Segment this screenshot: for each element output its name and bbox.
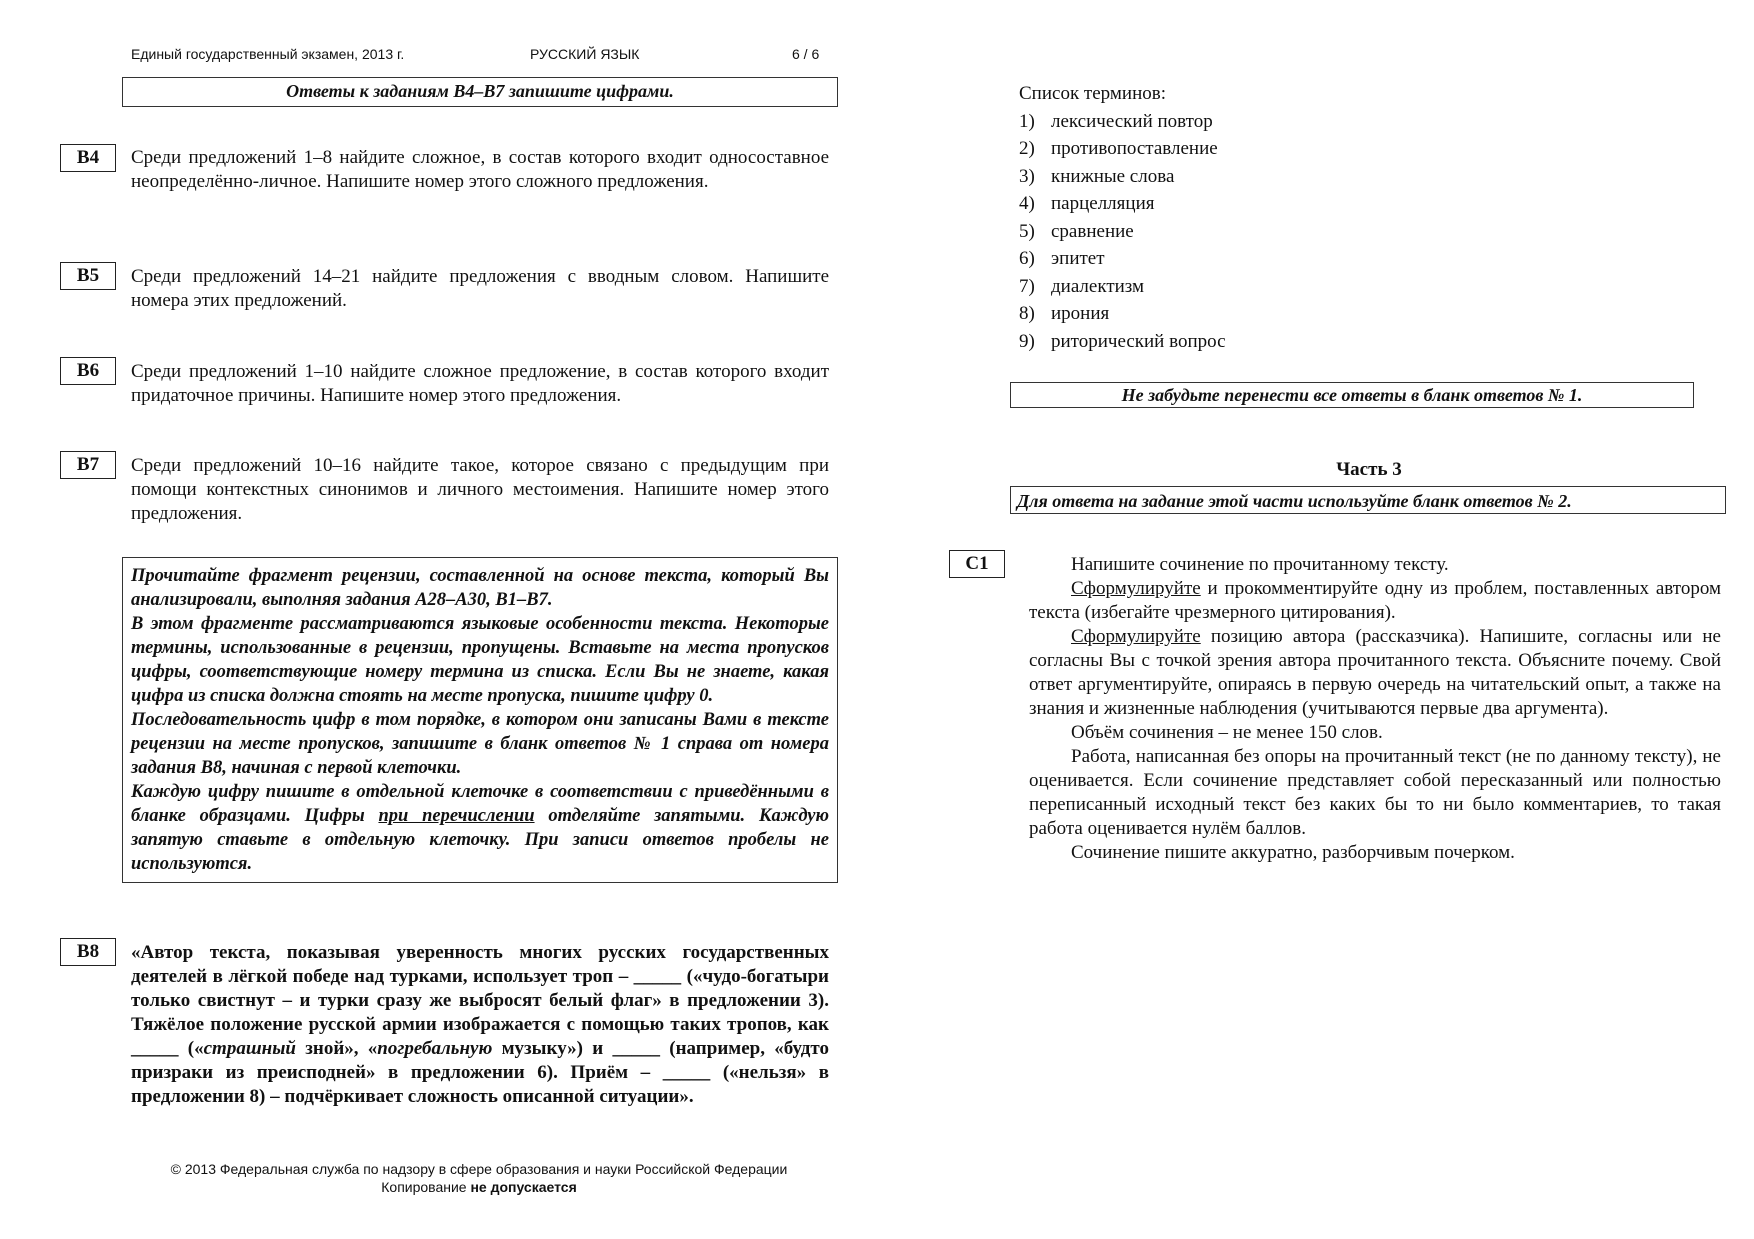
list-item: 7) диалектизм: [1019, 275, 1145, 297]
instructions-box: [122, 557, 838, 883]
task-text-b5: Среди предложений 14–21 найдите предложения с вводным словом. Напишите номера этих предложений.: [131, 266, 829, 311]
task-label-b4: В4: [60, 144, 116, 172]
instructions-paragraph-3: Последовательность цифр в том порядке, в котором они записаны Вами в тексте рецензии на месте пропусков, запишите в бланк ответов № 1 справа от номера задания В8, начиная с первой клеточки.: [131, 710, 829, 778]
instructions-paragraph-2: В этом фрагменте рассматриваются языковые особенности текста. Некоторые термины, использованные в рецензии, пропущены. Вставьте на места пропусков цифры, соответствующие номеру термина из списка. Если Вы не знаете, какая цифра из списка должна стоять на месте пропуска, пишите цифру 0.: [131, 614, 829, 706]
task-label-b5: В5: [60, 262, 116, 290]
task-label-b8: В8: [60, 938, 116, 966]
answer-format-note: Ответы к заданиям В4–В7 запишите цифрами.: [122, 77, 838, 107]
header-subject: РУССКИЙ ЯЗЫК: [530, 46, 640, 62]
header-page-number: 6 / 6: [792, 46, 820, 62]
list-item: 6) эпитет: [1019, 248, 1105, 269]
task-label-b6: В6: [60, 357, 116, 385]
task-text-b7: Среди предложений 10–16 найдите такое, которое связано с предыдущим при помощи контекстных синонимов и личного местоимения. Напишите номер этого предложения.: [131, 455, 829, 524]
instructions-paragraph-1: Прочитайте фрагмент рецензии, составленной на основе текста, который Вы анализировали, выполняя задания А28–А30, В1–В7.: [131, 566, 829, 610]
list-item: 1) лексический повтор: [1019, 110, 1213, 132]
task-text-b4: Среди предложений 1–8 найдите сложное, в состав которого входит односоставное неопределённо-личное. Напишите номер этого сложного предложения.: [131, 147, 829, 192]
list-item: 2) противопоставление: [1019, 138, 1218, 159]
header-exam-title: Единый государственный экзамен, 2013 г.: [131, 46, 405, 62]
task-text-b8: «Автор текста, показывая уверенность многих русских государственных деятелей в лёгкой победе над турками, использует троп – _____ («чудо-богатыри только свистнут – и турки сразу же выбросят белый флаг» в предложении 3). Тяжёлое положение русской армии изображается с помощью таких тропов, как _____ («страшный зной», «погребальную музыку») и _____ (например, «будто призраки из преисподней» в предложении 6). Приём – _____ («нельзя» в предложении 8) – подчёркивает сложность описанной ситуации».: [131, 942, 830, 1107]
underlined-phrase: при перечислении: [378, 806, 535, 826]
list-item: 8) ирония: [1019, 303, 1110, 324]
terms-list: [1019, 80, 1226, 355]
list-item: 9) риторический вопрос: [1019, 330, 1226, 352]
list-item: 3) книжные слова: [1019, 165, 1175, 187]
list-item: 5) сравнение: [1019, 220, 1134, 242]
part3-note: Для ответа на задание этой части используйте бланк ответов № 2.: [1010, 486, 1726, 514]
task-label-c1: С1: [949, 550, 1005, 578]
task-text-c1: Напишите сочинение по прочитанному тексту. Сформулируйте и прокомментируйте одну из проблем, поставленных автором текста (избегайте чрезмерного цитирования). Сформулируйте позицию автора (рассказчика). Напишите, согласны или не согласны Вы с точкой зрения автора прочитанного текста. Объясните почему. Свой ответ аргументируйте, опираясь в первую очередь на читательский опыт, а также на знания и жизненные наблюдения (учитываются первые два аргумента). Объём сочинения – не менее 150 слов. Работа, написанная без опоры на прочитанный текст (не по данному тексту), не оценивается. Если сочинение представляет собой пересказанный или полностью переписанный исходный текст без каких бы то ни было комментариев, то такая работа оценивается нулём баллов. Сочинение пишите аккуратно, разборчивым почерком.: [1029, 554, 1721, 863]
copyright-footer: © 2013 Федеральная служба по надзору в сфере образования и науки Российской Федерации Копирование не допускается: [170, 1161, 788, 1195]
transfer-answers-note: Не забудьте перенести все ответы в бланк ответов № 1.: [1010, 382, 1694, 408]
instructions-paragraph-4: Каждую цифру пишите в отдельной клеточке в соответствии с приведёнными в бланке образцами. Цифры при перечислении отделяйте запятыми. Каждую запятую ставьте в отдельную клеточку. При записи ответов пробелы не используются.: [131, 782, 830, 874]
terms-title: Список терминов:: [1019, 83, 1166, 104]
part3-title: Часть 3: [1336, 459, 1402, 480]
task-text-b6: Среди предложений 1–10 найдите сложное предложение, в состав которого входит придаточное причины. Напишите номер этого предложения.: [131, 361, 829, 406]
task-label-b7: В7: [60, 451, 116, 479]
list-item: 4) парцелляция: [1019, 193, 1155, 214]
